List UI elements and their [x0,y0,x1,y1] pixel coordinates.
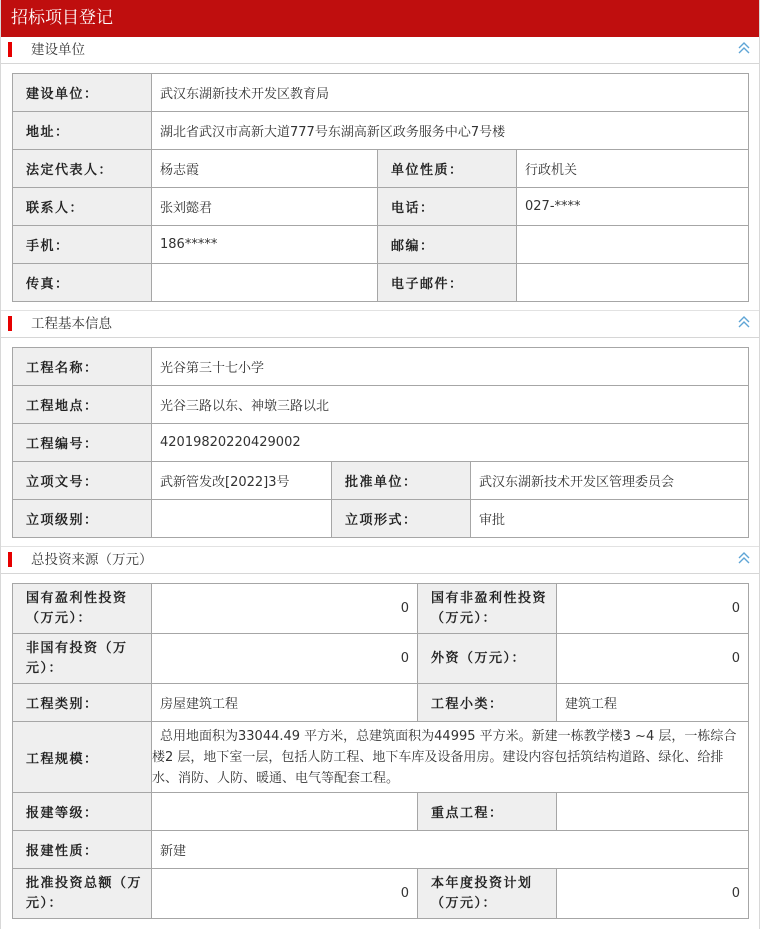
field-label: 国有非盈利性投资（万元）： [418,584,557,634]
field-value-unit-nature: 行政机关 [517,150,749,188]
section-marker [8,552,12,567]
field-value-phone: 027-**** [517,188,749,226]
field-label: 立项形式： [332,500,471,538]
field-value-approval-unit: 武汉东湖新技术开发区管理委员会 [471,462,749,500]
field-label: 单位性质： [378,150,517,188]
field-label: 工程地点： [13,386,152,424]
field-value-state-profit: 0 [152,584,418,634]
field-value-annual-plan: 0 [557,869,749,919]
field-label: 非国有投资（万元）： [13,634,152,684]
field-label: 法定代表人： [13,150,152,188]
field-value-legal-rep: 杨志霞 [152,150,378,188]
section-body-project [1,338,759,546]
section-title: 工程基本信息 [31,316,112,332]
section-body-investment [1,574,759,927]
field-value-report-nature: 新建 [152,831,749,869]
field-label: 重点工程： [418,793,557,831]
section-marker [8,316,12,331]
field-label: 工程名称： [13,348,152,386]
page-title: 招标项目登记 [11,8,113,28]
field-label: 邮编： [378,226,517,264]
investment-table [12,583,749,919]
field-label: 手机： [13,226,152,264]
field-label: 报建等级： [13,793,152,831]
field-label: 工程小类： [418,684,557,722]
field-value-mobile: 186***** [152,226,378,264]
section-title: 总投资来源（万元） [31,552,153,568]
table-row [13,831,749,869]
section-body-builder [1,64,759,310]
table-row [13,226,749,264]
field-label: 报建性质： [13,831,152,869]
table-row [13,722,749,793]
field-label: 国有盈利性投资（万元）： [13,584,152,634]
field-label: 工程类别： [13,684,152,722]
section-title: 建设单位 [31,42,85,58]
field-label: 立项文号： [13,462,152,500]
field-value-code: 42019820220429002 [152,424,749,462]
field-label: 批准投资总额（万元）： [13,869,152,919]
field-value-key-project [557,793,749,831]
double-chevron-up-icon[interactable] [737,549,751,569]
field-value-unit: 武汉东湖新技术开发区教育局 [152,74,749,112]
field-value-foreign: 0 [557,634,749,684]
field-value-scale: 总用地面积为33044.49 平方米，总建筑面积为44995 平方米。新建一栋教学楼3 ~4 层，一栋综合楼2 层，地下室一层，包括人防工程、地下车库及设备用房。建设内容包括筑结构道路、绿化、给排水、消防、人防、暖通、电气等配套工程。 [152,722,749,793]
field-value-subcategory: 建筑工程 [557,684,749,722]
field-label: 地址： [13,112,152,150]
table-row [13,584,749,634]
field-label: 工程编号： [13,424,152,462]
table-row [13,793,749,831]
section-header-builder [1,37,759,64]
field-label: 传真： [13,264,152,302]
field-value-category: 房屋建筑工程 [152,684,418,722]
table-row [13,348,749,386]
field-value-contact: 张刘懿君 [152,188,378,226]
table-row [13,150,749,188]
field-value-address: 湖北省武汉市高新大道777号东湖高新区政务服务中心7号楼 [152,112,749,150]
table-row [13,424,749,462]
table-row [13,462,749,500]
field-value-location: 光谷三路以东、神墩三路以北 [152,386,749,424]
double-chevron-up-icon[interactable] [737,39,751,59]
field-label: 立项级别： [13,500,152,538]
section-header-investment [1,546,759,574]
field-label: 联系人： [13,188,152,226]
field-value-email [517,264,749,302]
field-value-approval-form: 审批 [471,500,749,538]
table-row [13,386,749,424]
table-row [13,500,749,538]
section-header-project [1,310,759,338]
field-label: 工程规模： [13,722,152,793]
project-table [12,347,749,538]
field-value-approval-level [152,500,332,538]
field-value-approved-total: 0 [152,869,418,919]
field-label: 建设单位： [13,74,152,112]
field-label: 电子邮件： [378,264,517,302]
table-row [13,869,749,919]
field-label: 电话： [378,188,517,226]
table-row [13,188,749,226]
table-row [13,112,749,150]
table-row [13,634,749,684]
page-title-bar [1,0,759,37]
field-value-postcode [517,226,749,264]
field-label: 外资（万元）： [418,634,557,684]
section-marker [8,42,12,57]
field-value-fax [152,264,378,302]
field-value-approval-doc: 武新管发改[2022]3号 [152,462,332,500]
table-row [13,74,749,112]
field-label: 本年度投资计划（万元）： [418,869,557,919]
field-value-non-state: 0 [152,634,418,684]
field-label: 批准单位： [332,462,471,500]
table-row [13,684,749,722]
builder-table [12,73,749,302]
double-chevron-up-icon[interactable] [737,313,751,333]
field-value-name: 光谷第三十七小学 [152,348,749,386]
field-value-state-nonprofit: 0 [557,584,749,634]
field-value-report-level [152,793,418,831]
table-row [13,264,749,302]
